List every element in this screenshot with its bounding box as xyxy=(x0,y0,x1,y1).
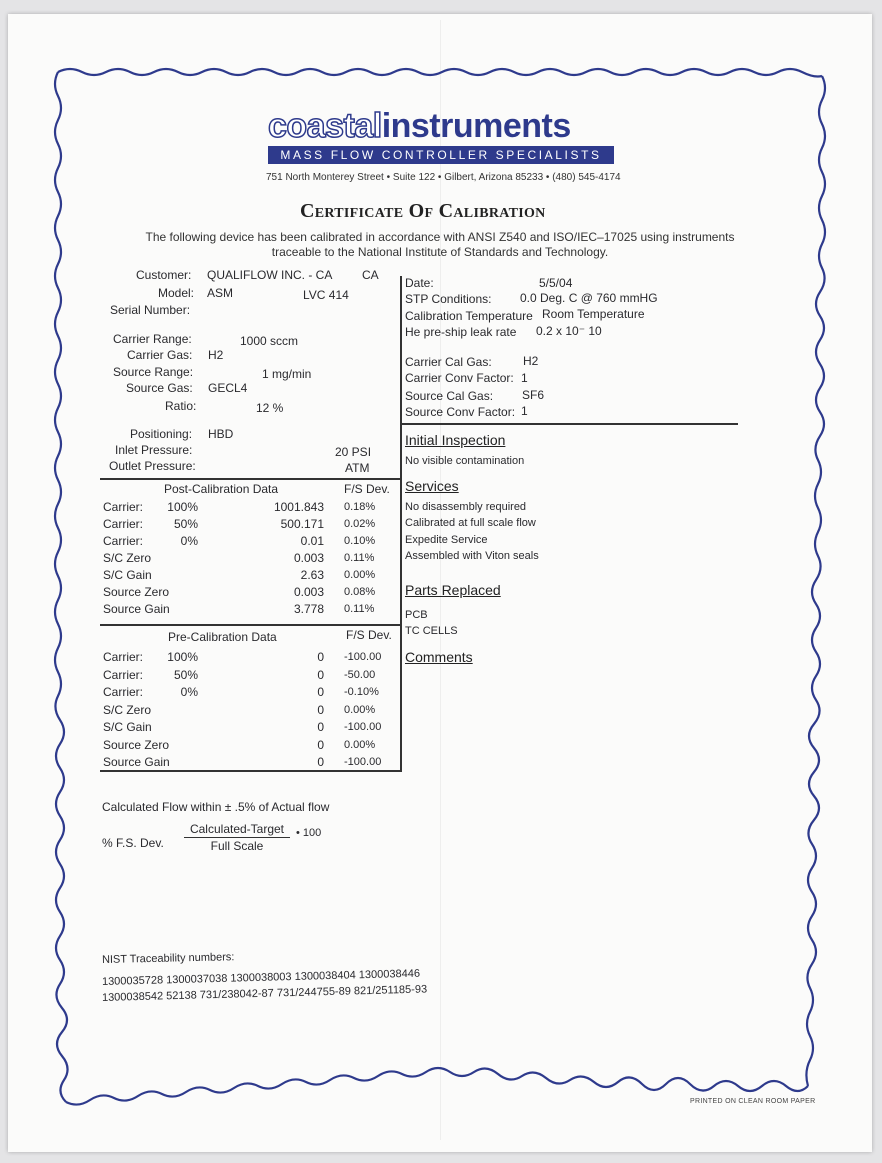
row-percent: 0% xyxy=(180,685,198,699)
inlet-pressure-label: Inlet Pressure: xyxy=(115,443,193,457)
right-section-rule xyxy=(402,423,738,425)
row-fs-dev: 0.18% xyxy=(344,501,376,513)
formula-denominator: Full Scale xyxy=(210,839,264,853)
service-item: No disassembly required xyxy=(405,501,527,513)
model-number: LVC 414 xyxy=(303,288,349,302)
row-label: Source Zero xyxy=(103,737,170,752)
inspection-text: No visible contamination xyxy=(405,455,525,467)
left-column-divider xyxy=(400,276,402,770)
part-item: PCB xyxy=(405,609,428,621)
leak-rate-value: 0.2 x 10⁻ 10 xyxy=(536,324,602,338)
fs-dev-label: % F.S. Dev. xyxy=(102,836,164,850)
row-label: Carrier: xyxy=(103,667,144,682)
date-label: Date: xyxy=(405,276,434,290)
row-fs-dev: -100.00 xyxy=(344,756,382,768)
ratio-label: Ratio: xyxy=(165,399,197,413)
customer-value: QUALIFLOW INC. - CA xyxy=(207,268,333,282)
row-label: S/C Gain xyxy=(103,568,152,582)
row-value: 0.003 xyxy=(293,551,324,565)
source-conv-value: 1 xyxy=(521,404,528,418)
intro-text: The following device has been calibrated in accordance with ANSI Z540 and ISO/IEC–17025 using instruments traceable to the National Institute of Standards and Technology. xyxy=(145,230,735,259)
service-item: Calibrated at full scale flow xyxy=(405,517,536,529)
row-fs-dev: -100.00 xyxy=(344,721,382,733)
customer-label: Customer: xyxy=(136,268,192,282)
pre-cal-top-rule xyxy=(100,624,400,626)
row-fs-dev: 0.00% xyxy=(344,703,376,716)
pre-cal-bottom-rule xyxy=(100,770,402,772)
row-label: Carrier: xyxy=(103,650,144,664)
row-fs-dev: 0.00% xyxy=(344,738,376,751)
row-percent: 0% xyxy=(180,534,198,548)
row-fs-dev: -0.10% xyxy=(344,686,379,698)
source-cal-gas-label: Source Cal Gas: xyxy=(405,389,494,403)
row-fs-dev: 0.00% xyxy=(344,569,376,581)
row-value: 0 xyxy=(317,720,324,734)
row-value: 0 xyxy=(317,650,324,664)
carrier-cal-gas-label: Carrier Cal Gas: xyxy=(405,355,492,369)
formula-numerator: Calculated-Target xyxy=(184,822,290,838)
carrier-conv-value: 1 xyxy=(521,371,528,385)
accuracy-statement: Calculated Flow within ± .5% of Actual flow xyxy=(102,800,330,814)
row-label: S/C Zero xyxy=(103,702,152,717)
source-gas-value: GECL4 xyxy=(208,381,248,395)
nist-label: NIST Traceability numbers: xyxy=(101,951,235,966)
service-item: Expedite Service xyxy=(405,534,488,546)
post-cal-header: Post-Calibration Data xyxy=(164,482,279,496)
source-gas-label: Source Gas: xyxy=(126,381,193,395)
customer-state: CA xyxy=(362,268,379,282)
row-value: 3.778 xyxy=(293,602,324,616)
carrier-conv-label: Carrier Conv Factor: xyxy=(405,371,514,385)
row-value: 0 xyxy=(317,667,324,682)
part-item: TC CELLS xyxy=(405,625,458,637)
logo-coastal: coastal xyxy=(268,107,382,145)
row-label: Carrier: xyxy=(103,685,144,699)
row-value: 0 xyxy=(317,755,324,769)
initial-inspection-header: Initial Inspection xyxy=(405,432,506,448)
row-value: 0 xyxy=(317,685,324,699)
nist-numbers-line1: 1300035728 1300037038 1300038003 1300038404 1300038446 xyxy=(101,967,421,988)
pre-cal-fs-header: F/S Dev. xyxy=(346,628,392,642)
row-label: Source Gain xyxy=(103,755,170,769)
inlet-pressure-value: 20 PSI xyxy=(335,445,372,459)
stp-label: STP Conditions: xyxy=(405,292,492,306)
carrier-gas-value: H2 xyxy=(208,348,224,362)
date-value: 5/5/04 xyxy=(539,276,573,290)
row-fs-dev: 0.02% xyxy=(344,518,376,530)
row-percent: 50% xyxy=(173,517,198,531)
row-fs-dev: 0.08% xyxy=(344,586,376,598)
row-label: S/C Zero xyxy=(103,551,152,565)
source-conv-label: Source Conv Factor: xyxy=(405,405,516,419)
paper-fold xyxy=(440,20,441,1140)
formula-fraction xyxy=(184,822,290,853)
service-item: Assembled with Viton seals xyxy=(405,550,539,562)
comments-header: Comments xyxy=(405,649,473,665)
model-value: ASM xyxy=(207,286,234,300)
logo-instruments: instruments xyxy=(381,107,571,145)
pre-cal-header: Pre-Calibration Data xyxy=(168,630,277,644)
leak-rate-label: He pre-ship leak rate xyxy=(405,325,517,339)
stp-value: 0.0 Deg. C @ 760 mmHG xyxy=(520,291,658,305)
row-percent: 100% xyxy=(167,650,198,664)
parts-replaced-header: Parts Replaced xyxy=(405,582,501,598)
row-value: 2.63 xyxy=(300,568,324,582)
services-header: Services xyxy=(405,478,459,494)
carrier-cal-gas-value: H2 xyxy=(523,354,539,368)
company-address: 751 North Monterey Street • Suite 122 • Gilbert, Arizona 85233 • (480) 545-4174 xyxy=(266,172,621,183)
company-logo xyxy=(268,108,571,144)
row-fs-dev: -50.00 xyxy=(344,668,376,681)
tagline-bar: MASS FLOW CONTROLLER SPECIALISTS xyxy=(268,146,614,164)
row-label: Source Gain xyxy=(103,602,170,616)
source-range-value: 1 mg/min xyxy=(262,367,312,381)
serial-label: Serial Number: xyxy=(110,303,191,317)
positioning-label: Positioning: xyxy=(130,427,193,441)
row-value: 0.01 xyxy=(300,534,324,548)
row-label: S/C Gain xyxy=(103,720,152,734)
cal-temp-label: Calibration Temperature xyxy=(405,309,533,323)
row-value: 1001.843 xyxy=(273,500,324,514)
row-fs-dev: 0.10% xyxy=(344,535,376,547)
printed-on-clean-room-paper: PRINTED ON CLEAN ROOM PAPER xyxy=(690,1098,816,1105)
positioning-value: HBD xyxy=(208,427,234,441)
nist-numbers-line2: 1300038542 52138 731/238042-87 731/244755-89 821/251185-93 xyxy=(101,983,428,1004)
source-cal-gas-value: SF6 xyxy=(522,388,545,402)
row-value: 500.171 xyxy=(280,517,324,531)
post-cal-top-rule xyxy=(100,478,400,480)
row-label: Carrier: xyxy=(103,517,144,531)
ratio-value: 12 % xyxy=(256,401,284,415)
source-range-label: Source Range: xyxy=(113,365,194,379)
cal-temp-value: Room Temperature xyxy=(542,307,645,321)
row-fs-dev: 0.11% xyxy=(344,603,375,615)
row-label: Source Zero xyxy=(103,585,170,599)
model-label: Model: xyxy=(158,286,195,300)
post-cal-fs-header: F/S Dev. xyxy=(344,482,390,496)
row-label: Carrier: xyxy=(103,534,144,548)
carrier-range-value: 1000 sccm xyxy=(240,334,299,348)
carrier-range-label: Carrier Range: xyxy=(113,332,192,346)
outlet-pressure-value: ATM xyxy=(345,461,370,475)
row-percent: 100% xyxy=(167,500,198,514)
row-value: 0 xyxy=(317,702,324,717)
row-percent: 50% xyxy=(173,667,198,682)
row-label: Carrier: xyxy=(103,500,144,514)
row-value: 0.003 xyxy=(293,585,324,599)
row-fs-dev: -100.00 xyxy=(344,651,382,663)
formula-multiplier: • 100 xyxy=(296,827,322,839)
outlet-pressure-label: Outlet Pressure: xyxy=(109,459,196,473)
row-value: 0 xyxy=(317,737,324,752)
certificate-title: Certificate Of Calibration xyxy=(300,200,546,222)
row-fs-dev: 0.11% xyxy=(344,552,375,564)
carrier-gas-label: Carrier Gas: xyxy=(127,348,193,362)
